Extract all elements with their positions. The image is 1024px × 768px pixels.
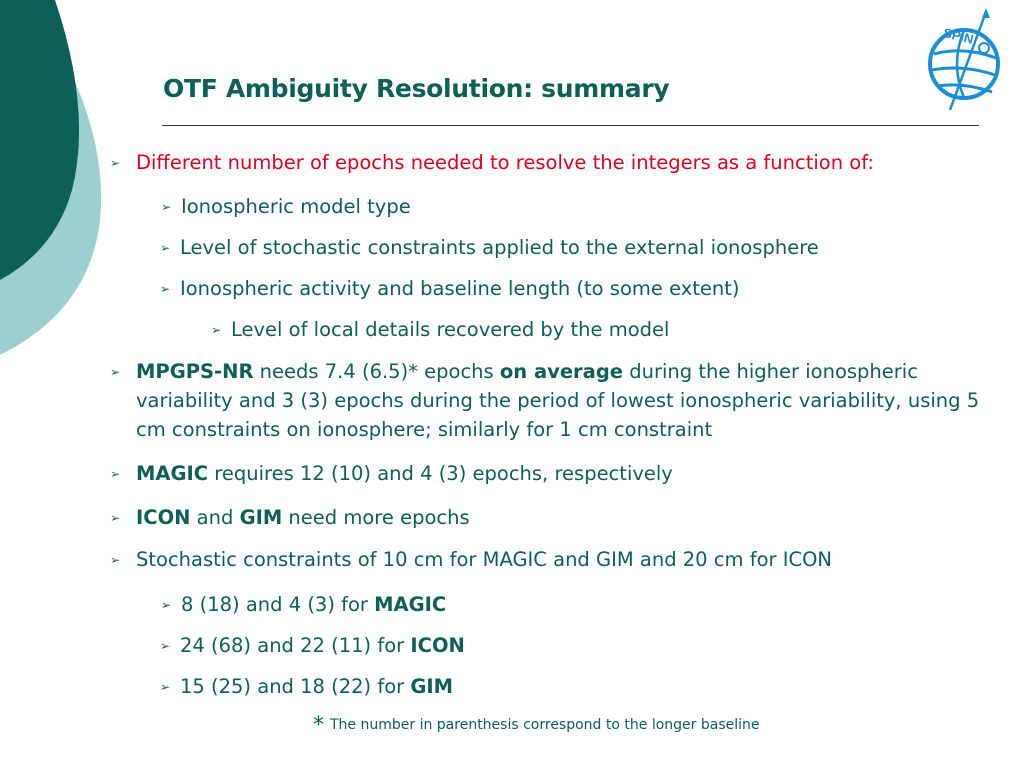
arrow-bullet-icon: ➢ [160, 282, 171, 296]
spin-logo-icon [920, 6, 1012, 114]
arrow-bullet-icon: ➢ [211, 323, 222, 337]
arrow-bullet-icon: ➢ [160, 241, 171, 255]
bullet-text: requires 12 (10) and 4 (3) epochs, respectively [208, 462, 673, 485]
bullet-text: 15 (25) and 18 (22) for [180, 675, 411, 698]
footnote-asterisk: * [313, 713, 324, 738]
sub-sub-bullet-local-details [211, 315, 670, 344]
bullet-stochastic-constraints-values [110, 545, 833, 574]
bold-term: MAGIC [136, 462, 209, 485]
bullet-magic [110, 459, 673, 488]
bullet-text: 8 (18) and 4 (3) for [181, 593, 375, 616]
title-divider [162, 125, 979, 126]
sub-bullet-magic-epochs [161, 590, 447, 619]
bullet-text: Level of stochastic constraints applied to the external ionosphere [180, 236, 819, 259]
arrow-bullet-icon: ➢ [160, 639, 171, 653]
arrow-bullet-icon: ➢ [110, 365, 121, 379]
bullet-text: Stochastic constraints of 10 cm for MAGIC and GIM and 20 cm for ICON [136, 548, 833, 571]
bold-term: on average [499, 360, 624, 383]
bold-term: MAGIC [374, 593, 447, 616]
sub-bullet-stochastic-constraints [160, 233, 819, 262]
footnote [313, 713, 760, 738]
bullet-text: and [190, 506, 240, 529]
slide-title: OTF Ambiguity Resolution: summary [163, 74, 670, 103]
bold-term: ICON [410, 634, 465, 657]
arrow-bullet-icon: ➢ [160, 680, 171, 694]
bullet-text: Ionospheric model type [181, 195, 411, 218]
footnote-text: The number in parenthesis correspond to the longer baseline [330, 717, 760, 733]
decorative-background-shapes [0, 0, 110, 360]
arrow-bullet-icon: ➢ [110, 156, 121, 170]
bold-term: MPGPS-NR [136, 360, 254, 383]
sub-bullet-gim-epochs [160, 672, 454, 701]
bullet-mpgps-nr [110, 357, 996, 444]
bullet-icon-gim [110, 503, 470, 532]
bullet-epochs-function [110, 148, 874, 177]
arrow-bullet-icon: ➢ [110, 553, 121, 567]
bold-term: GIM [410, 675, 454, 698]
arrow-bullet-icon: ➢ [161, 200, 172, 214]
logo-text: SPIN [941, 25, 975, 47]
bullet-text: Ionospheric activity and baseline length (to some extent) [180, 277, 740, 300]
bullet-text: during the higher ionospheric variability and 3 (3) epochs during the period of lowest ionospheric variability, using 5 cm constraints on ionosphere; similarly for 1 cm constraint [136, 360, 980, 441]
bullet-text: Different number of epochs needed to resolve the integers as a function of: [136, 151, 874, 174]
sub-bullet-ionospheric-model [161, 192, 411, 221]
bold-term: GIM [239, 506, 283, 529]
bullet-text: needs 7.4 (6.5)* epochs [253, 360, 500, 383]
bold-term: ICON [136, 506, 191, 529]
bullet-text: need more epochs [282, 506, 470, 529]
arrow-bullet-icon: ➢ [161, 598, 172, 612]
arrow-bullet-icon: ➢ [110, 467, 121, 481]
bullet-text: 24 (68) and 22 (11) for [180, 634, 411, 657]
sub-bullet-icon-epochs [160, 631, 465, 660]
arrow-bullet-icon: ➢ [110, 511, 121, 525]
sub-bullet-ionospheric-activity [160, 274, 740, 303]
bullet-text: Level of local details recovered by the model [231, 318, 670, 341]
